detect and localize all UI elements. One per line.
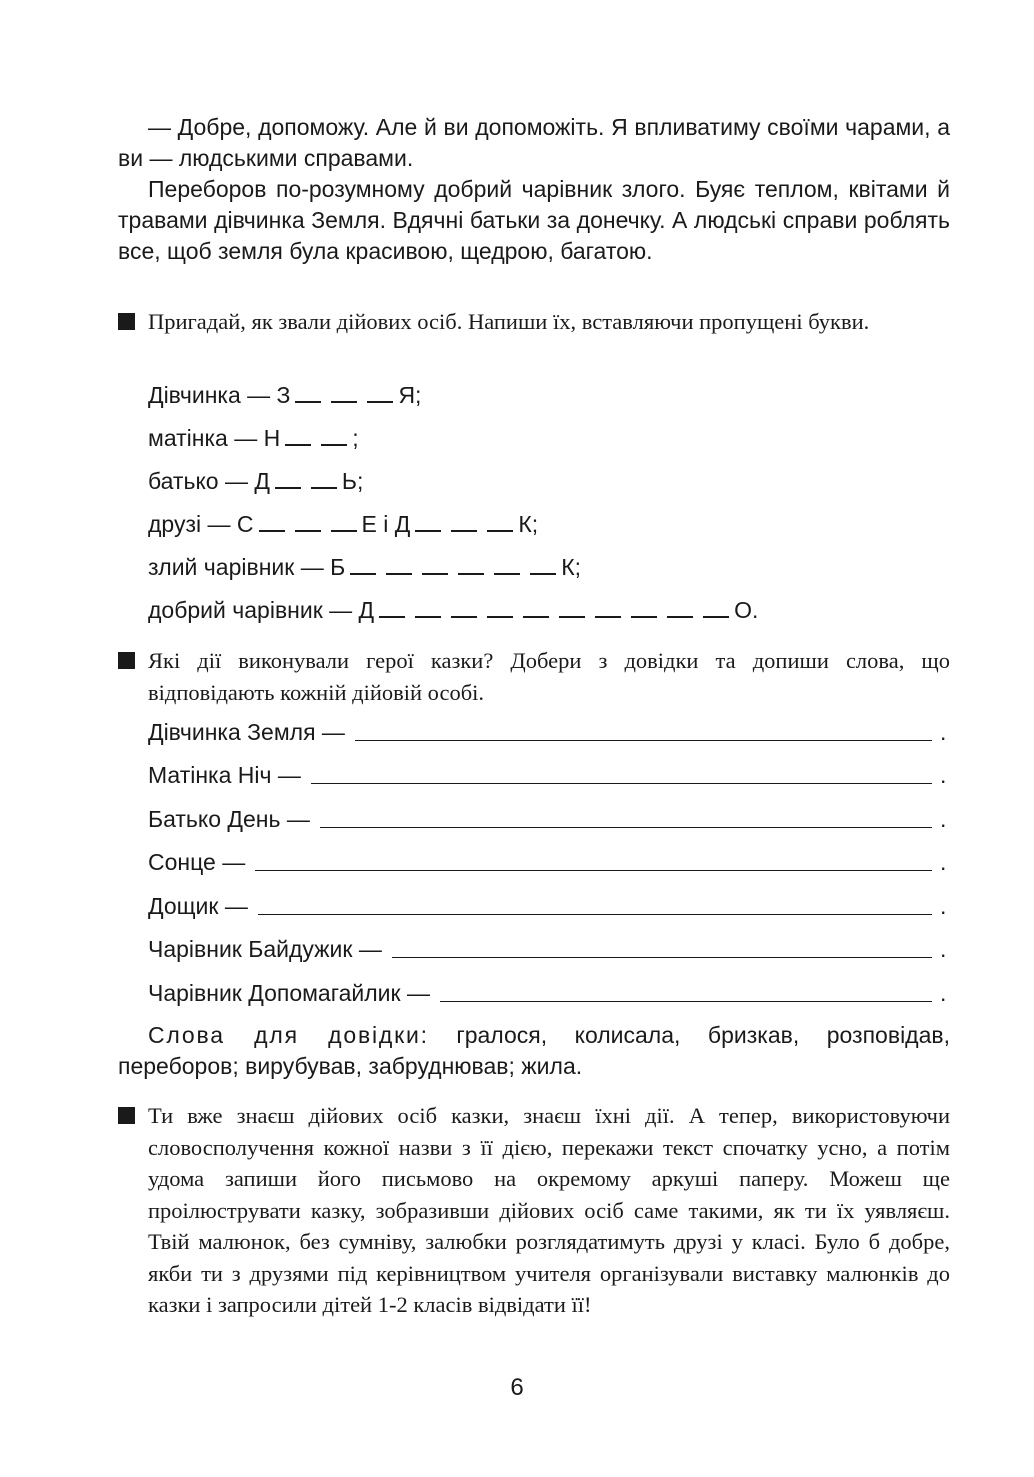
- name-fill-2[interactable]: матінка — Н ;: [148, 425, 359, 451]
- letter-blank[interactable]: [259, 516, 285, 532]
- name-fill-5[interactable]: злий чарівник — Б К;: [148, 554, 581, 580]
- square-bullet-icon: [118, 1107, 135, 1124]
- answer-line-doshchyk[interactable]: Дощик — .: [148, 893, 947, 919]
- letter-blank[interactable]: [667, 602, 693, 618]
- task-1-instruction: Пригадай, як звали дійових осіб. Напиши їх, вставляючи пропущені букви.: [148, 309, 870, 334]
- letter-blank[interactable]: [631, 602, 657, 618]
- letter-blank[interactable]: [275, 473, 301, 489]
- letter-blank[interactable]: [451, 516, 477, 532]
- answer-line-baiduzhyk[interactable]: Чарівник Байдужик — .: [148, 936, 947, 962]
- answer-line-nich[interactable]: Матінка Ніч — .: [148, 762, 947, 788]
- letter-blank[interactable]: [422, 559, 448, 575]
- letter-blank[interactable]: [530, 559, 556, 575]
- letter-blank[interactable]: [285, 430, 311, 446]
- answer-rule[interactable]: [320, 827, 932, 828]
- letter-blank[interactable]: [379, 602, 405, 618]
- answer-line-zemlia[interactable]: Дівчинка Земля — .: [148, 719, 947, 745]
- hint-text: гралося, колисала, бризкав, розповідав, переборов; вирубував, забруднював; жила.: [118, 1022, 950, 1079]
- letter-blank[interactable]: [321, 430, 347, 446]
- letter-blank[interactable]: [703, 602, 729, 618]
- answer-rule[interactable]: [255, 870, 932, 871]
- letter-blank[interactable]: [487, 602, 513, 618]
- task-2: [118, 645, 950, 708]
- letter-blank[interactable]: [386, 559, 412, 575]
- letter-blank[interactable]: [350, 559, 376, 575]
- letter-blank[interactable]: [295, 516, 321, 532]
- letter-blank[interactable]: [311, 473, 337, 489]
- answer-line-sontse[interactable]: Сонце — .: [148, 849, 947, 875]
- answer-rule[interactable]: [355, 740, 932, 741]
- answer-rule[interactable]: [392, 957, 932, 958]
- letter-blank[interactable]: [559, 602, 585, 618]
- page-number: 6: [510, 1374, 524, 1401]
- letter-blank[interactable]: [487, 516, 513, 532]
- intro-paragraph-1: — Добре, допоможу. Але й ви допоможіть. Я впливатиму своїми чарами, а ви — людськими справами.: [118, 114, 950, 171]
- letter-blank[interactable]: [331, 387, 357, 403]
- name-fill-4[interactable]: друзі — С Е і Д К;: [148, 511, 539, 537]
- intro-paragraph-2: Переборов по-розумному добрий чарівник злого. Буяє теплом, квітами й травами дівчинка Земля. Вдячні батьки за донечку. А людські справи роблять все, щоб земля була красивою, щедрою, багатою.: [118, 176, 950, 264]
- square-bullet-icon: [118, 652, 135, 669]
- name-fill-1[interactable]: Дівчинка — З Я;: [148, 382, 422, 408]
- letter-blank[interactable]: [331, 516, 357, 532]
- task-3-instruction: Ти вже знаєш дійових осіб казки, знаєш їхні дії. А тепер, використовуючи словосполучення кожної назви з її дією, перекажи текст спочатку усно, а потім удома запиши його письмово на окремому аркуші паперу. Можеш ще проілюструвати казку, зобразивши дійових осіб саме такими, як ти їх уявляєш. Твій малюнок, без сумніву, залюбки розглядатимуть друзі у класі. Було б добре, якби ти з друзями під керівництвом учителя організували виставку малюнків до казки і запросили дітей 1-2 класів відвідати її!: [148, 1103, 950, 1317]
- name-fill-3[interactable]: батько — Д Ь;: [148, 468, 364, 494]
- letter-blank[interactable]: [451, 602, 477, 618]
- letter-blank[interactable]: [295, 387, 321, 403]
- task-3: [118, 1100, 950, 1321]
- answer-line-dopomahailyk[interactable]: Чарівник Допомагайлик — .: [148, 980, 947, 1006]
- letter-blank[interactable]: [523, 602, 549, 618]
- letter-blank[interactable]: [494, 559, 520, 575]
- task-1: [118, 306, 950, 338]
- hint-words: [118, 1020, 950, 1082]
- letter-blank[interactable]: [595, 602, 621, 618]
- answer-rule[interactable]: [311, 783, 932, 784]
- letter-blank[interactable]: [415, 516, 441, 532]
- task-2-instruction: Які дії виконували герої казки? Добери з довідки та допиши слова, що відповідають кожній дійовій особі.: [148, 648, 950, 705]
- square-bullet-icon: [118, 313, 135, 330]
- answer-rule[interactable]: [258, 914, 932, 915]
- name-fill-6[interactable]: добрий чарівник — Д О.: [148, 597, 759, 623]
- answer-line-den[interactable]: Батько День — .: [148, 806, 947, 832]
- hint-label: Слова для довідки:: [148, 1022, 429, 1048]
- letter-blank[interactable]: [367, 387, 393, 403]
- answer-rule[interactable]: [440, 1001, 932, 1002]
- letter-blank[interactable]: [458, 559, 484, 575]
- letter-blank[interactable]: [415, 602, 441, 618]
